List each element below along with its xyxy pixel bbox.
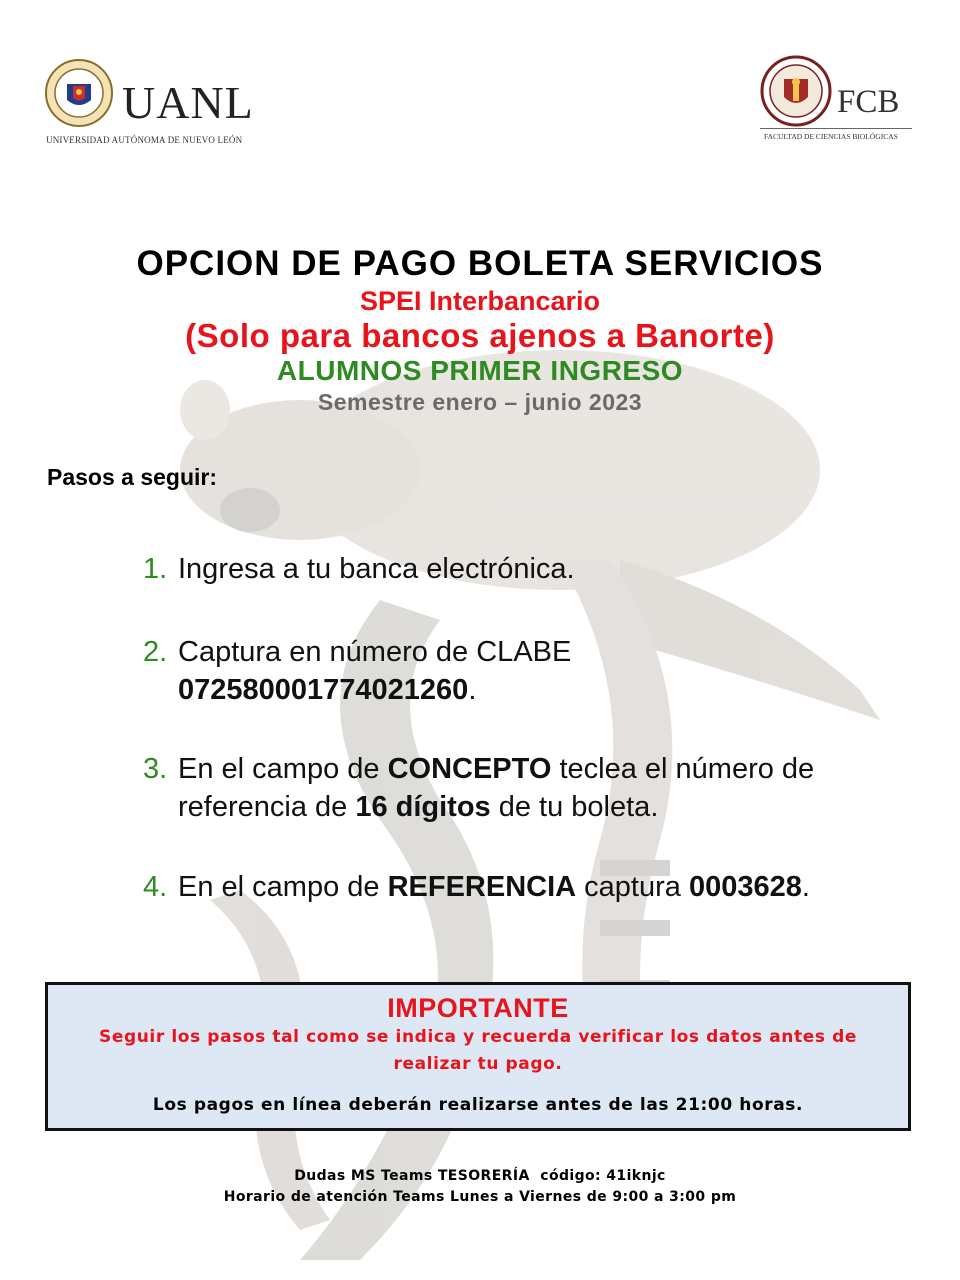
uanl-subtitle: UNIVERSIDAD AUTÓNOMA DE NUEVO LEÓN — [46, 135, 243, 145]
step-text: Captura en número de CLABE — [178, 636, 572, 668]
step-text: En el campo de — [178, 753, 388, 785]
title-block — [0, 243, 960, 417]
fcb-divider — [760, 128, 912, 129]
step-4 — [143, 868, 810, 906]
digits-label: 16 dígitos — [355, 791, 491, 823]
fcb-logo — [760, 55, 920, 145]
fcb-subtitle: FACULTAD DE CIENCIAS BIOLÓGICAS — [764, 132, 898, 141]
step-text: En el campo de — [178, 871, 388, 903]
referencia-label: REFERENCIA — [387, 871, 577, 903]
step-1 — [143, 550, 575, 588]
office-hours: Horario de atención Teams Lunes a Viernes de 9:00 a 3:00 pm — [223, 1189, 737, 1205]
step-number: 4. — [143, 871, 168, 903]
payment-deadline: Los pagos en línea deberán realizarse antes de las 21:00 horas. — [152, 1095, 804, 1115]
step-text-end: . — [468, 674, 477, 706]
teams-code: Dudas MS Teams TESORERÍA código: 41iknjc — [294, 1168, 666, 1184]
step-text-mid: captura — [576, 871, 689, 903]
step-text: Ingresa a tu banca electrónica. — [178, 553, 575, 585]
important-notice-box — [45, 982, 911, 1131]
step-number: 2. — [143, 636, 168, 668]
step-3 — [143, 750, 913, 826]
step-2 — [143, 633, 571, 709]
fcb-seal-icon — [760, 55, 832, 127]
step-text-end: . — [801, 871, 810, 903]
uanl-seal-icon — [44, 58, 114, 128]
clabe-number: 072580001774021260 — [178, 674, 469, 706]
uanl-wordmark: UANL — [122, 77, 254, 128]
important-text: Seguir los pasos tal como se indica y recuerda verificar los datos antes de realizar tu pago. — [98, 1027, 858, 1074]
page-title: OPCION DE PAGO BOLETA SERVICIOS — [136, 244, 824, 283]
step-number: 3. — [143, 753, 168, 785]
payment-method: SPEI Interbancario — [359, 286, 601, 316]
step-text-end: de tu boleta. — [490, 791, 659, 823]
footer-contact — [0, 1166, 960, 1208]
reference-number: 0003628 — [688, 871, 802, 903]
fcb-wordmark: FCB — [837, 84, 900, 120]
concepto-label: CONCEPTO — [387, 753, 552, 785]
step-number: 1. — [143, 553, 168, 585]
important-title: IMPORTANTE — [387, 993, 569, 1023]
semester-label: Semestre enero – junio 2023 — [317, 389, 643, 415]
audience-label: ALUMNOS PRIMER INGRESO — [276, 355, 684, 386]
steps-heading: Pasos a seguir: — [47, 464, 218, 490]
step-text-mid: teclea el número de referencia de — [178, 753, 815, 823]
bank-note: (Solo para bancos ajenos a Banorte) — [185, 317, 775, 354]
uanl-logo — [44, 58, 274, 148]
